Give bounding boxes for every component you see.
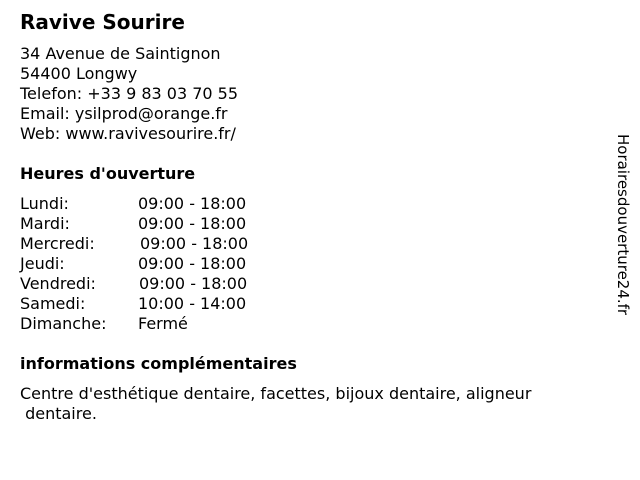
day-label: Mardi: <box>20 214 70 233</box>
opening-hours-heading: Heures d'ouverture <box>20 164 196 183</box>
business-description <box>20 384 590 424</box>
day-label: Vendredi: <box>20 274 96 293</box>
business-name: Ravive Sourire <box>20 10 185 34</box>
time-range: 09:00 - 18:00 <box>138 194 247 213</box>
day-label: Mercredi: <box>20 234 95 253</box>
email-text: Email: ysilprod@orange.fr <box>20 104 228 123</box>
time-range: 09:00 - 18:00 <box>138 214 247 233</box>
time-range: Fermé <box>138 314 188 333</box>
contact-info <box>20 44 238 144</box>
additional-info-heading: informations complémentaires <box>20 354 297 373</box>
time-range: 09:00 - 18:00 <box>140 234 249 253</box>
time-range: 09:00 - 18:00 <box>138 254 247 273</box>
description-line: dentaire. <box>20 404 97 423</box>
day-label: Dimanche: <box>20 314 107 333</box>
description-line: Centre d'esthétique dentaire, facettes, bijoux dentaire, aligneur <box>20 384 532 403</box>
address-line-city: 54400 Longwy <box>20 64 138 83</box>
website-text: Web: www.ravivesourire.fr/ <box>20 124 236 143</box>
day-label: Jeudi: <box>20 254 65 273</box>
address-line-street: 34 Avenue de Saintignon <box>20 44 221 63</box>
day-label: Lundi: <box>20 194 69 213</box>
time-range: 10:00 - 14:00 <box>138 294 247 313</box>
phone-text: Telefon: +33 9 83 03 70 55 <box>20 84 239 103</box>
side-brand-watermark <box>612 134 634 370</box>
side-brand-text: Horairesdouverture24.fr <box>614 134 632 316</box>
time-range: 09:00 - 18:00 <box>139 274 248 293</box>
day-label: Samedi: <box>20 294 86 313</box>
